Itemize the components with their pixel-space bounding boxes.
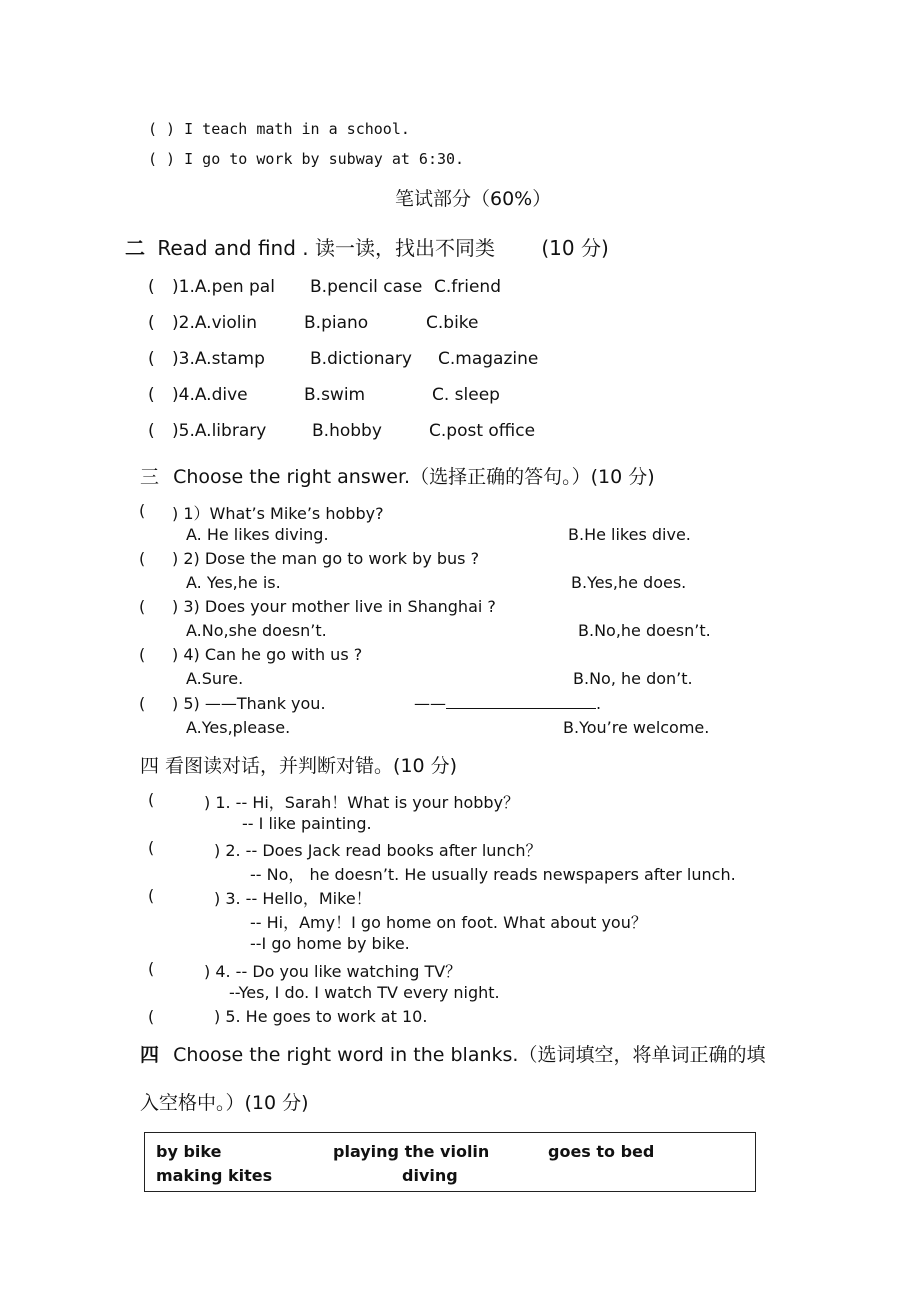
- s2-option-b: B.dictionary: [310, 349, 412, 369]
- s2-paren-3[interactable]: (: [148, 349, 155, 369]
- word-bank-item: diving: [402, 1166, 458, 1185]
- s4-line: ) 5. He goes to work at 10.: [214, 1007, 428, 1026]
- s2-option-a: )2.A.violin: [172, 313, 257, 333]
- word-bank-item: by bike: [156, 1142, 222, 1161]
- section-title: Choose the right answer.（选择正确的答句。）(10 分): [173, 466, 655, 488]
- blank-end: .: [596, 694, 602, 713]
- s2-option-b: B.piano: [304, 313, 369, 333]
- listening-item-1: [148, 120, 410, 138]
- s3-answer-a: A.No,she doesn’t.: [186, 621, 327, 640]
- section-number: 三: [140, 466, 160, 488]
- word-bank-item: playing the violin: [333, 1142, 490, 1161]
- s3-question: ) 4) Can he go with us ?: [172, 645, 363, 664]
- s4-line: -- No， he doesn’t. He usually reads newspapers after lunch.: [250, 865, 736, 884]
- s3-answer-a: A.Yes,please.: [186, 718, 291, 737]
- s4-line: -- Hi，Amy！I go home on foot. What about you？: [250, 913, 647, 932]
- section-score: (10 分): [541, 236, 609, 260]
- s3-answer-a: A.Sure.: [186, 669, 244, 688]
- answer-paren[interactable]: ( ): [148, 120, 176, 138]
- s4-line: --I go home by bike.: [250, 934, 410, 953]
- section4-heading: 四 看图读对话，并判断对错。(10 分): [140, 755, 458, 777]
- s2-option-b: B.pencil case: [310, 277, 423, 297]
- s2-option-a: )5.A.library: [172, 421, 267, 441]
- s2-option-c: C.post office: [429, 421, 536, 441]
- s2-option-b: B.hobby: [312, 421, 382, 441]
- s4-line: ) 4. -- Do you like watching TV？: [204, 962, 462, 981]
- s4-line: --Yes, I do. I watch TV every night.: [229, 983, 500, 1002]
- word-bank-item: making kites: [156, 1166, 273, 1185]
- s3-paren-3[interactable]: (: [139, 597, 146, 616]
- s3-answer-b: B.Yes,he does.: [571, 573, 687, 592]
- s4-paren-3[interactable]: (: [148, 886, 155, 905]
- listening-item-2: [148, 150, 464, 168]
- s3-answer-b: B.He likes dive.: [568, 525, 691, 544]
- s4-line: -- I like painting.: [242, 814, 372, 833]
- s2-option-b: B.swim: [304, 385, 366, 405]
- s2-option-a: )1.A.pen pal: [172, 277, 275, 297]
- s2-option-a: )4.A.dive: [172, 385, 248, 405]
- s3-question: ) 5) ——Thank you.: [172, 694, 326, 713]
- section5-heading: [140, 1040, 765, 1067]
- s2-paren-5[interactable]: (: [148, 421, 155, 441]
- s3-paren-2[interactable]: (: [139, 549, 146, 568]
- s3-answer-b: B.No,he doesn’t.: [578, 621, 711, 640]
- answer-blank[interactable]: [446, 694, 596, 709]
- s4-paren-1[interactable]: (: [148, 790, 155, 809]
- s2-paren-4[interactable]: (: [148, 385, 155, 405]
- s3-response-line: [414, 694, 601, 713]
- s2-option-c: C. sleep: [432, 385, 500, 405]
- word-bank-item: goes to bed: [548, 1142, 655, 1161]
- s3-answer-a: A. He likes diving.: [186, 525, 329, 544]
- listening-text: I go to work by subway at 6:30.: [184, 150, 465, 168]
- section-title: Choose the right word in the blanks.（选词填空，将单词正确的填: [173, 1044, 766, 1066]
- section5-heading-cont: 入空格中。）(10 分): [140, 1092, 309, 1114]
- listening-text: I teach math in a school.: [184, 120, 410, 138]
- s4-paren-5[interactable]: (: [148, 1007, 155, 1026]
- s3-paren-1[interactable]: (: [139, 501, 146, 520]
- s2-option-a: )3.A.stamp: [172, 349, 265, 369]
- s2-option-c: C.friend: [434, 277, 501, 297]
- section2-heading: [125, 232, 609, 261]
- s3-answer-b: B.No, he don’t.: [573, 669, 693, 688]
- s2-paren-1[interactable]: (: [148, 277, 155, 297]
- s2-option-c: C.bike: [426, 313, 479, 333]
- section-number: 四: [140, 1044, 160, 1066]
- section3-heading: [140, 462, 655, 489]
- section-title: Read and find . 读一读，找出不同类: [157, 236, 495, 260]
- s3-answer-b: B.You’re welcome.: [563, 718, 710, 737]
- s3-question: ) 1）What’s Mike’s hobby?: [172, 504, 384, 523]
- s3-question: ) 2) Dose the man go to work by bus ?: [172, 549, 480, 568]
- answer-paren[interactable]: ( ): [148, 150, 176, 168]
- s4-paren-4[interactable]: (: [148, 959, 155, 978]
- s3-answer-a: A. Yes,he is.: [186, 573, 281, 592]
- written-part-header: 笔试部分（60%）: [395, 188, 552, 210]
- s4-line: ) 1. -- Hi，Sarah！What is your hobby？: [204, 793, 520, 812]
- s3-question: ) 3) Does your mother live in Shanghai ?: [172, 597, 496, 616]
- s4-line: ) 2. -- Does Jack read books after lunch？: [214, 841, 542, 860]
- s2-paren-2[interactable]: (: [148, 313, 155, 333]
- dash: ——: [414, 694, 446, 713]
- s4-line: ) 3. -- Hello，Mike！: [214, 889, 372, 908]
- s3-paren-5[interactable]: (: [139, 694, 146, 713]
- s3-paren-4[interactable]: (: [139, 645, 146, 664]
- s2-option-c: C.magazine: [438, 349, 539, 369]
- section-number: 二: [125, 236, 145, 260]
- s4-paren-2[interactable]: (: [148, 838, 155, 857]
